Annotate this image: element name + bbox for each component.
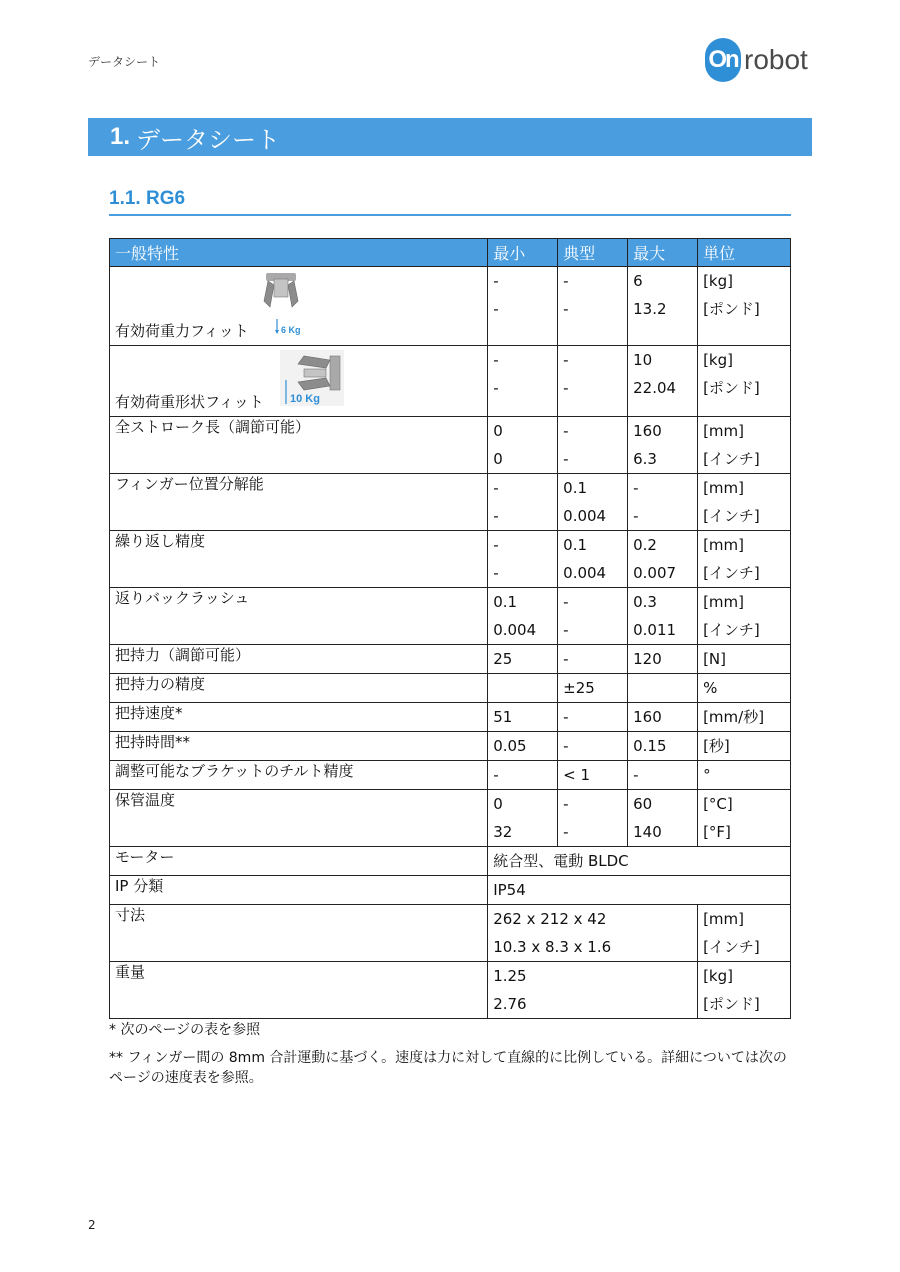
min-cell	[488, 790, 558, 847]
header-unit: 単位	[698, 239, 791, 267]
unit-cell	[698, 905, 791, 962]
min-cell	[488, 732, 558, 761]
table-row	[110, 847, 791, 876]
value: 0.1	[563, 479, 588, 497]
section-title-bar	[88, 118, 812, 156]
min-cell	[488, 474, 558, 531]
value: 6.3	[633, 450, 657, 468]
property-name: 返りバックラッシュ	[110, 588, 488, 645]
property-name: 全ストローク長（調節可能）	[110, 417, 488, 474]
value	[633, 674, 692, 702]
value: -	[493, 536, 499, 554]
property-name: 把持時間**	[110, 732, 488, 761]
max-cell	[628, 588, 698, 645]
value: -	[563, 737, 569, 755]
unit-cell	[698, 674, 791, 703]
max-cell	[628, 761, 698, 790]
value: -	[563, 593, 569, 611]
typ-cell	[558, 645, 628, 674]
table-row	[110, 962, 791, 1019]
value: -	[493, 351, 499, 369]
value: 140	[633, 823, 662, 841]
unit-cell	[698, 417, 791, 474]
value: -	[493, 766, 499, 784]
table-row	[110, 732, 791, 761]
typ-cell	[558, 474, 628, 531]
max-cell	[628, 417, 698, 474]
value: -	[493, 479, 499, 497]
value: -	[563, 621, 569, 639]
subsection-title: 1.1. RG6	[109, 188, 791, 216]
span-value-cell	[488, 962, 698, 1019]
value: 22.04	[633, 379, 677, 397]
value: 0	[493, 795, 503, 813]
property-name: 重量	[110, 962, 488, 1019]
page-number: 2	[88, 1218, 96, 1232]
table-row	[110, 474, 791, 531]
min-cell	[488, 531, 558, 588]
value: 60	[633, 795, 653, 813]
table-row	[110, 417, 791, 474]
value: -	[633, 507, 639, 525]
min-cell	[488, 703, 558, 732]
typ-cell	[558, 588, 628, 645]
section-title: データシート	[136, 125, 281, 154]
logo-badge: On	[705, 38, 741, 82]
min-cell	[488, 417, 558, 474]
value: -	[563, 823, 569, 841]
value: 0.1	[563, 536, 588, 554]
header-max: 最大	[628, 239, 698, 267]
value: -	[563, 300, 569, 318]
table-header-row	[110, 239, 791, 267]
typ-cell	[558, 761, 628, 790]
min-cell	[488, 674, 558, 703]
table-row	[110, 674, 791, 703]
value: 160	[633, 422, 662, 440]
onrobot-logo	[705, 38, 808, 82]
value: 10	[633, 351, 653, 369]
min-cell	[488, 761, 558, 790]
value: -	[563, 379, 569, 397]
value: [mm]	[703, 422, 744, 440]
value: [ポンド]	[703, 300, 760, 318]
property-name: フィンガー位置分解能	[110, 474, 488, 531]
min-cell	[488, 346, 558, 417]
spec-table	[109, 238, 791, 1019]
value: 160	[633, 708, 662, 726]
value: 0	[493, 450, 503, 468]
table-row	[110, 790, 791, 847]
typ-cell	[558, 674, 628, 703]
max-cell	[628, 790, 698, 847]
value: [秒]	[703, 737, 730, 755]
property-name: 把持力（調節可能）	[110, 645, 488, 674]
value: 262 x 212 x 42	[493, 910, 607, 928]
property-name: モーター	[110, 847, 488, 876]
footnote: ** フィンガー間の 8mm 合計運動に基づく。速度は力に対して直線的に比例している。詳細については次のページの速度表を参照。	[109, 1050, 787, 1086]
property-name: IP 分類	[110, 876, 488, 905]
header-label: データシート	[88, 55, 161, 69]
value: -	[563, 708, 569, 726]
value: 25	[493, 650, 513, 668]
property-name: 把持速度*	[110, 703, 488, 732]
property-name: 繰り返し精度	[110, 531, 488, 588]
value: -	[563, 450, 569, 468]
value: 32	[493, 823, 513, 841]
typ-cell	[558, 732, 628, 761]
value: 6	[633, 272, 643, 290]
value: -	[493, 379, 499, 397]
form-fit-kg-label: 10 Kg	[290, 393, 320, 405]
value: 0.15	[633, 737, 667, 755]
value: 0.1	[493, 593, 518, 611]
property-name: 有効荷重形状フィット	[115, 393, 264, 411]
max-cell	[628, 732, 698, 761]
unit-cell	[698, 474, 791, 531]
value: °	[703, 766, 711, 784]
property-name: 保管温度	[110, 790, 488, 847]
max-cell	[628, 474, 698, 531]
value: 0.004	[563, 564, 607, 582]
value: [N]	[703, 650, 726, 668]
value: 0.3	[633, 593, 657, 611]
gripper-force-fit-image	[260, 271, 310, 337]
value: ±25	[563, 679, 595, 697]
value: 1.25	[493, 967, 527, 985]
value: 0.05	[493, 737, 527, 755]
value: [インチ]	[703, 564, 760, 582]
property-name: 寸法	[110, 905, 488, 962]
footnote: * 次のページの表を参照	[109, 1022, 261, 1038]
header-property: 一般特性	[110, 239, 488, 267]
property-name: 有効荷重力フィット	[115, 322, 249, 340]
value: -	[633, 766, 639, 784]
value: [ポンド]	[703, 995, 760, 1013]
typ-cell	[558, 790, 628, 847]
value: [mm]	[703, 593, 744, 611]
logo-text: robot	[744, 44, 808, 75]
table-row	[110, 645, 791, 674]
typ-cell	[558, 267, 628, 346]
property-name: 把持力の精度	[110, 674, 488, 703]
gripper-form-fit-image	[280, 350, 344, 406]
value: [インチ]	[703, 621, 760, 639]
unit-cell	[698, 645, 791, 674]
table-row	[110, 703, 791, 732]
section-number: 1.	[110, 123, 131, 150]
value: 120	[633, 650, 662, 668]
value: -	[493, 564, 499, 582]
max-cell	[628, 703, 698, 732]
max-cell	[628, 267, 698, 346]
value: -	[563, 422, 569, 440]
value: 13.2	[633, 300, 667, 318]
unit-cell	[698, 588, 791, 645]
value: 0.011	[633, 621, 677, 639]
min-cell	[488, 645, 558, 674]
table-row	[110, 346, 791, 417]
value: -	[563, 272, 569, 290]
unit-cell	[698, 267, 791, 346]
value: 51	[493, 708, 513, 726]
typ-cell	[558, 531, 628, 588]
value: [°F]	[703, 823, 731, 841]
value: -	[563, 795, 569, 813]
table-row	[110, 588, 791, 645]
table-row	[110, 905, 791, 962]
value: [インチ]	[703, 450, 760, 468]
value: 0.2	[633, 536, 657, 554]
merged-value-cell	[488, 847, 791, 876]
value: [mm]	[703, 536, 744, 554]
max-cell	[628, 346, 698, 417]
value: [インチ]	[703, 938, 760, 956]
table-row	[110, 531, 791, 588]
value: [mm]	[703, 910, 744, 928]
value: -	[563, 650, 569, 668]
typ-cell	[558, 703, 628, 732]
value: -	[633, 479, 639, 497]
value: 0.004	[493, 621, 537, 639]
typ-cell	[558, 346, 628, 417]
value: < 1	[563, 766, 591, 784]
value: 0.007	[633, 564, 677, 582]
header-min: 最小	[488, 239, 558, 267]
merged-value-cell	[488, 876, 791, 905]
force-fit-kg-label: 6 Kg	[281, 325, 301, 335]
value: [kg]	[703, 351, 733, 369]
unit-cell	[698, 962, 791, 1019]
value: IP54	[493, 881, 526, 899]
unit-cell	[698, 790, 791, 847]
value: -	[493, 300, 499, 318]
property-cell	[110, 346, 488, 417]
value: -	[493, 507, 499, 525]
value: [kg]	[703, 272, 733, 290]
unit-cell	[698, 761, 791, 790]
unit-cell	[698, 531, 791, 588]
table-row	[110, 267, 791, 346]
value: 0.004	[563, 507, 607, 525]
unit-cell	[698, 732, 791, 761]
value: 0	[493, 422, 503, 440]
value: [ポンド]	[703, 379, 760, 397]
table-row	[110, 876, 791, 905]
value: 2.76	[493, 995, 527, 1013]
value: [mm/秒]	[703, 708, 765, 726]
property-name: 調整可能なブラケットのチルト精度	[110, 761, 488, 790]
value: 10.3 x 8.3 x 1.6	[493, 938, 612, 956]
max-cell	[628, 645, 698, 674]
table-row	[110, 761, 791, 790]
unit-cell	[698, 703, 791, 732]
span-value-cell	[488, 905, 698, 962]
max-cell	[628, 531, 698, 588]
value: [インチ]	[703, 507, 760, 525]
value: %	[703, 679, 718, 697]
footnotes	[109, 1020, 799, 1096]
property-cell	[110, 267, 488, 346]
value: [mm]	[703, 479, 744, 497]
header-typ: 典型	[558, 239, 628, 267]
value: [°C]	[703, 795, 733, 813]
unit-cell	[698, 346, 791, 417]
typ-cell	[558, 417, 628, 474]
value: -	[493, 272, 499, 290]
value	[493, 674, 552, 702]
min-cell	[488, 267, 558, 346]
value: 統合型、電動 BLDC	[493, 852, 629, 870]
min-cell	[488, 588, 558, 645]
max-cell	[628, 674, 698, 703]
value: -	[563, 351, 569, 369]
value: [kg]	[703, 967, 733, 985]
